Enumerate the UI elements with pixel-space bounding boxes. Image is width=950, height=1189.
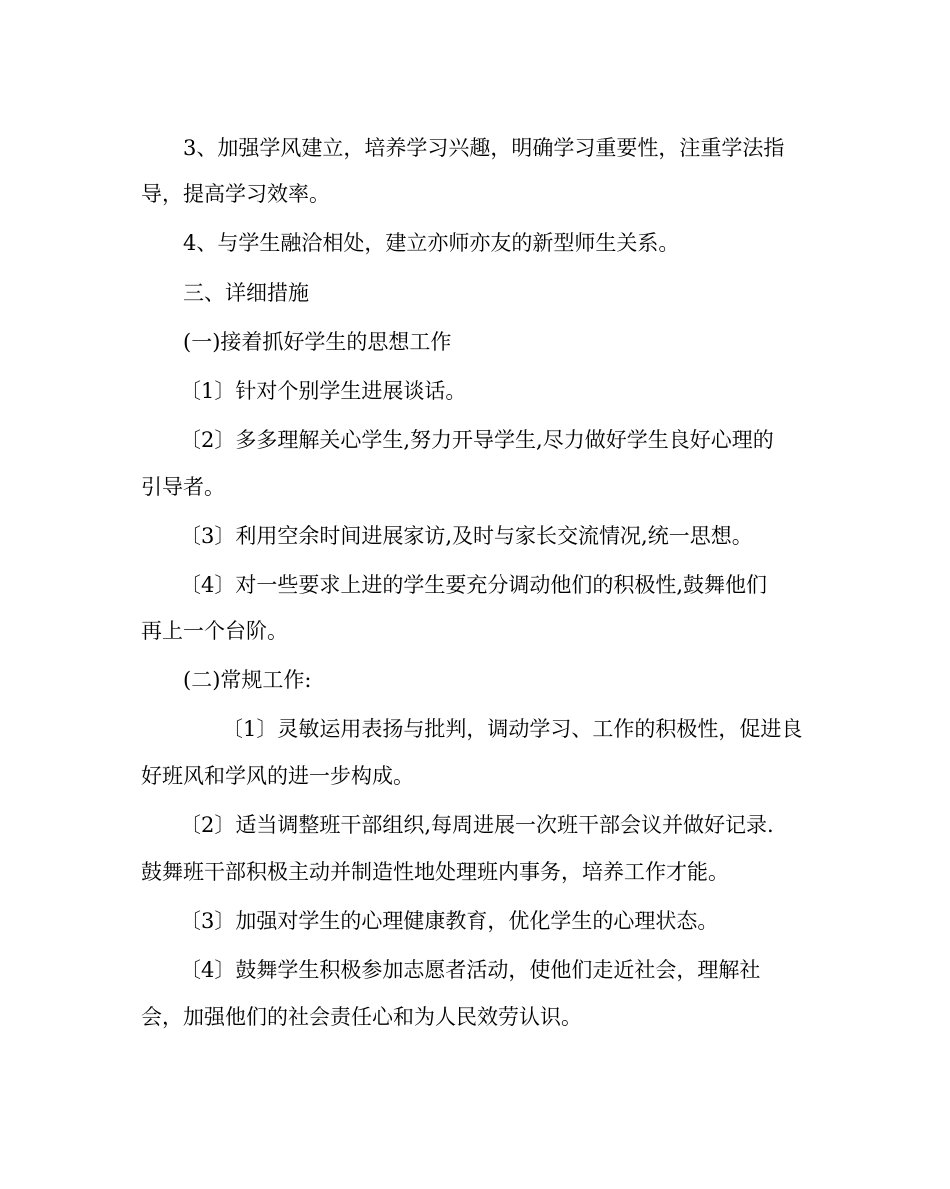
paragraph-line: 〔1〕灵敏运用表扬与批判，调动学习、工作的积极性，促进良 xyxy=(222,717,803,741)
paragraph-line: 好班风和学风的进一步构成。 xyxy=(141,764,414,788)
paragraph-line: 4、与学生融洽相处，建立亦师亦友的新型师生关系。 xyxy=(183,231,680,255)
paragraph-line: 3、加强学风建立，培养学习兴趣，明确学习重要性，注重学法指 xyxy=(183,136,785,160)
subsection-heading: (一)接着抓好学生的思想工作 xyxy=(183,330,452,354)
section-heading: 三、详细措施 xyxy=(183,281,309,305)
paragraph-line: 会，加强他们的社会责任心和为人民效劳认识。 xyxy=(141,1005,582,1029)
paragraph-line: 〔2〕适当调整班干部组织,每周进展一次班干部会议并做好记录. xyxy=(180,813,774,837)
paragraph-line: 再上一个台阶。 xyxy=(141,619,288,643)
paragraph-line: 引导者。 xyxy=(141,475,225,499)
paragraph-line: 〔4〕对一些要求上进的学生要充分调动他们的积极性,鼓舞他们 xyxy=(180,573,768,597)
paragraph-line: 导，提高学习效率。 xyxy=(141,182,330,206)
paragraph-line: 〔2〕多多理解关心学生,努力开导学生,尽力做好学生良好心理的 xyxy=(180,428,774,452)
subsection-heading: (二)常规工作: xyxy=(183,668,312,692)
paragraph-line: 〔1〕针对个别学生进展谈话。 xyxy=(180,379,467,403)
paragraph-line: 〔4〕鼓舞学生积极参加志愿者活动，使他们走近社会，理解社 xyxy=(180,958,761,982)
paragraph-line: 鼓舞班干部积极主动并制造性地处理班内事务，培养工作才能。 xyxy=(141,860,729,884)
paragraph-line: 〔3〕利用空余时间进展家访,及时与家长交流情况,统一思想。 xyxy=(180,524,753,548)
paragraph-line: 〔3〕加强对学生的心理健康教育，优化学生的心理状态。 xyxy=(180,909,719,933)
